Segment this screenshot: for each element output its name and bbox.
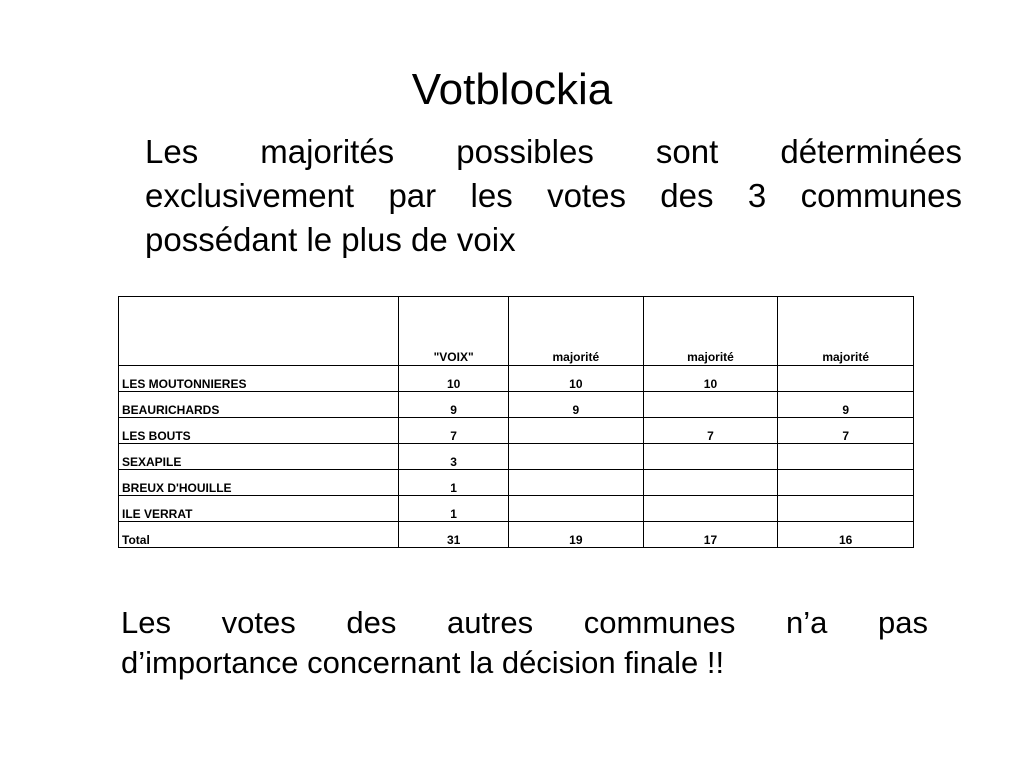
majorite-3-cell [778, 366, 914, 392]
votes-table [118, 296, 914, 548]
majorite-2-cell [643, 496, 778, 522]
commune-name: BREUX D'HOUILLE [119, 470, 399, 496]
table-row [119, 392, 914, 418]
commune-name: LES MOUTONNIERES [119, 366, 399, 392]
majorite-1-cell [509, 470, 644, 496]
conclusion-line: d’importance concernant la décision finale !! [121, 645, 725, 680]
total-majorite-3: 16 [778, 522, 914, 548]
majorite-2-cell [643, 392, 778, 418]
majorite-1-cell: 9 [509, 392, 644, 418]
total-majorite-1: 19 [509, 522, 644, 548]
commune-name: LES BOUTS [119, 418, 399, 444]
table-body [119, 366, 914, 548]
commune-name: SEXAPILE [119, 444, 399, 470]
commune-name: BEAURICHARDS [119, 392, 399, 418]
majorite-2-cell [643, 444, 778, 470]
intro-line: exclusivement par les votes des 3 communes [145, 177, 962, 214]
voix-cell: 1 [399, 496, 509, 522]
voix-cell: 9 [399, 392, 509, 418]
intro-line: possédant le plus de voix [145, 221, 516, 258]
header-majorite-3: majorité [778, 297, 914, 366]
table-row [119, 366, 914, 392]
majorite-1-cell: 10 [509, 366, 644, 392]
commune-name: ILE VERRAT [119, 496, 399, 522]
majorite-3-cell: 9 [778, 392, 914, 418]
majorite-3-cell [778, 444, 914, 470]
conclusion-paragraph [121, 603, 928, 683]
majorite-1-cell [509, 418, 644, 444]
majorite-3-cell [778, 496, 914, 522]
majorite-3-cell [778, 470, 914, 496]
header-majorite-1: majorité [509, 297, 644, 366]
header-commune [119, 297, 399, 366]
voix-cell: 7 [399, 418, 509, 444]
header-majorite-2: majorité [643, 297, 778, 366]
intro-line: Les majorités possibles sont déterminées [145, 133, 962, 170]
intro-paragraph [145, 130, 962, 262]
voix-cell: 1 [399, 470, 509, 496]
table-row [119, 496, 914, 522]
total-label: Total [119, 522, 399, 548]
total-majorite-2: 17 [643, 522, 778, 548]
table-row [119, 470, 914, 496]
table-header [119, 297, 914, 366]
majorite-2-cell [643, 470, 778, 496]
slide-title: Votblockia [411, 65, 613, 114]
majorite-2-cell: 7 [643, 418, 778, 444]
table-total-row [119, 522, 914, 548]
majorite-2-cell: 10 [643, 366, 778, 392]
header-voix: "VOIX" [399, 297, 509, 366]
conclusion-line: Les votes des autres communes n’a pas [121, 605, 928, 640]
majorite-1-cell [509, 496, 644, 522]
table-header-row [119, 297, 914, 366]
voix-cell: 10 [399, 366, 509, 392]
majorite-3-cell: 7 [778, 418, 914, 444]
majorite-1-cell [509, 444, 644, 470]
table-row [119, 418, 914, 444]
voix-cell: 3 [399, 444, 509, 470]
total-voix: 31 [399, 522, 509, 548]
table-row [119, 444, 914, 470]
